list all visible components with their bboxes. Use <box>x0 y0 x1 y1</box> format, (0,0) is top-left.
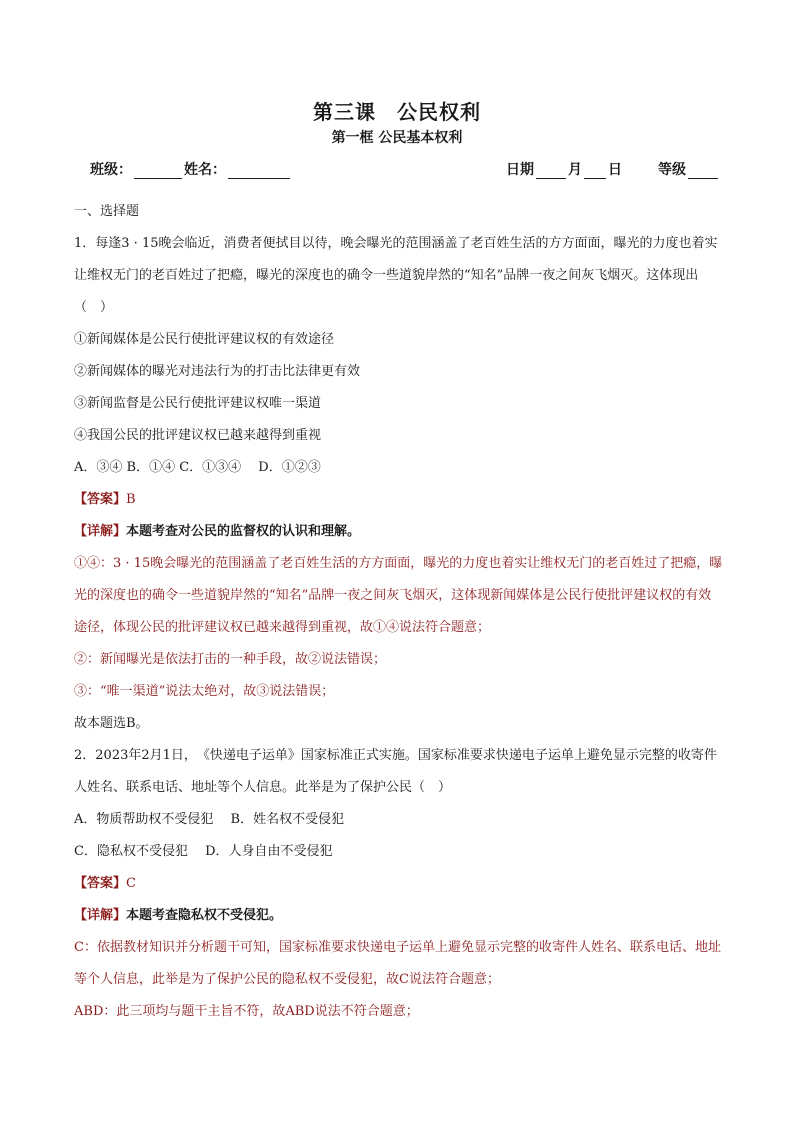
section-heading: 一、选择题 <box>74 204 140 219</box>
class-blank <box>134 164 182 179</box>
name-label: 姓名： <box>184 162 226 178</box>
q1-stem: 1．每逢3 · 15晚会临近，消费者便拭目以待，晚会曝光的范围涵盖了老百姓生活的方方面面，曝光的力度也着实让维权无门的老百姓过了把瘾，曝光的深度也的确令一些道貌岸然的“知名”品牌一夜之间灰飞烟灭。这体现出（ ） <box>74 236 718 315</box>
q1-explain-3: ③：“唯一渠道”说法太绝对，故③说法错误； <box>74 684 335 699</box>
q1-option: ④我国公民的批评建议权已越来越得到重视 <box>74 428 322 443</box>
detail-label: 【详解】 <box>74 908 127 923</box>
q2-choices-1: A．物质帮助权不受侵犯 B．姓名权不受侵犯 <box>74 812 345 827</box>
q1-choices: A．③④ B．①④ C．①③④ D．①②③ <box>74 460 321 475</box>
student-info-right <box>506 159 720 179</box>
student-info-left <box>90 159 292 179</box>
page-subtitle: 第一框 公民基本权利 <box>331 130 463 146</box>
page-title: 第三课 公民权利 <box>313 100 481 124</box>
q2-answer <box>74 868 724 900</box>
q1-answer <box>74 484 724 516</box>
question-content <box>74 196 724 1028</box>
answer-label: 【答案】 <box>74 876 127 891</box>
q1-option: ②新闻媒体的曝光对违法行为的打击比法律更有效 <box>74 364 361 379</box>
q2-detail <box>74 900 724 932</box>
day-label: 日 <box>608 162 622 178</box>
student-info-line <box>90 159 720 181</box>
detail-text: 本题考查隐私权不受侵犯。 <box>126 908 283 923</box>
q2-choices-2: C．隐私权不受侵犯 D．人身自由不受侵犯 <box>74 844 333 859</box>
grade-label: 等级 <box>658 162 686 178</box>
q2-stem: 2．2023年2月1日， 《快递电子运单》国家标准正式实施。国家标准要求快递电子运单上避免显示完整的收寄件人姓名、联系电话、地址等个人信息。此举是为了保护公民（ ） <box>74 748 717 795</box>
name-blank <box>228 164 290 179</box>
q2-explain-1: C：依据教材知识并分析题干可知，国家标准要求快递电子运单上避免显示完整的收寄件人姓名、联系电话、地址等个人信息，此举是为了保护公民的隐私权不受侵犯，故C说法符合题意； <box>74 940 721 987</box>
detail-text: 本题考查对公民的监督权的认识和理解。 <box>126 524 361 539</box>
month-blank <box>536 164 566 179</box>
answer-value: C <box>126 876 136 891</box>
grade-blank <box>688 164 718 179</box>
date-label: 日期 <box>506 162 534 178</box>
q1-conclusion: 故本题选B。 <box>74 716 149 731</box>
q1-option: ③新闻监督是公民行使批评建议权唯一渠道 <box>74 396 322 411</box>
q1-detail <box>74 516 724 548</box>
day-blank <box>584 164 606 179</box>
detail-label: 【详解】 <box>74 524 127 539</box>
q2-explain-2: ABD：此三项均与题干主旨不符，故ABD说法不符合题意； <box>74 1004 419 1019</box>
q1-option: ①新闻媒体是公民行使批评建议权的有效途径 <box>74 332 335 347</box>
month-label: 月 <box>568 162 582 178</box>
answer-value: B <box>126 492 136 507</box>
answer-label: 【答案】 <box>74 492 127 507</box>
q1-explain-2: ②：新闻曝光是依法打击的一种手段，故②说法错误； <box>74 652 387 667</box>
q1-explain-1: ①④：3 · 15晚会曝光的范围涵盖了老百姓生活的方方面面，曝光的力度也着实让维权无门的老百姓过了把瘾，曝光的深度也的确令一些道貌岸然的“知名”品牌一夜之间灰飞烟灭，这体现新闻媒体是公民行使批评建议权的有效途径，体现公民的批评建议权已越来越得到重视，故①④说法符合题意； <box>74 556 723 635</box>
class-label: 班级： <box>90 162 132 178</box>
